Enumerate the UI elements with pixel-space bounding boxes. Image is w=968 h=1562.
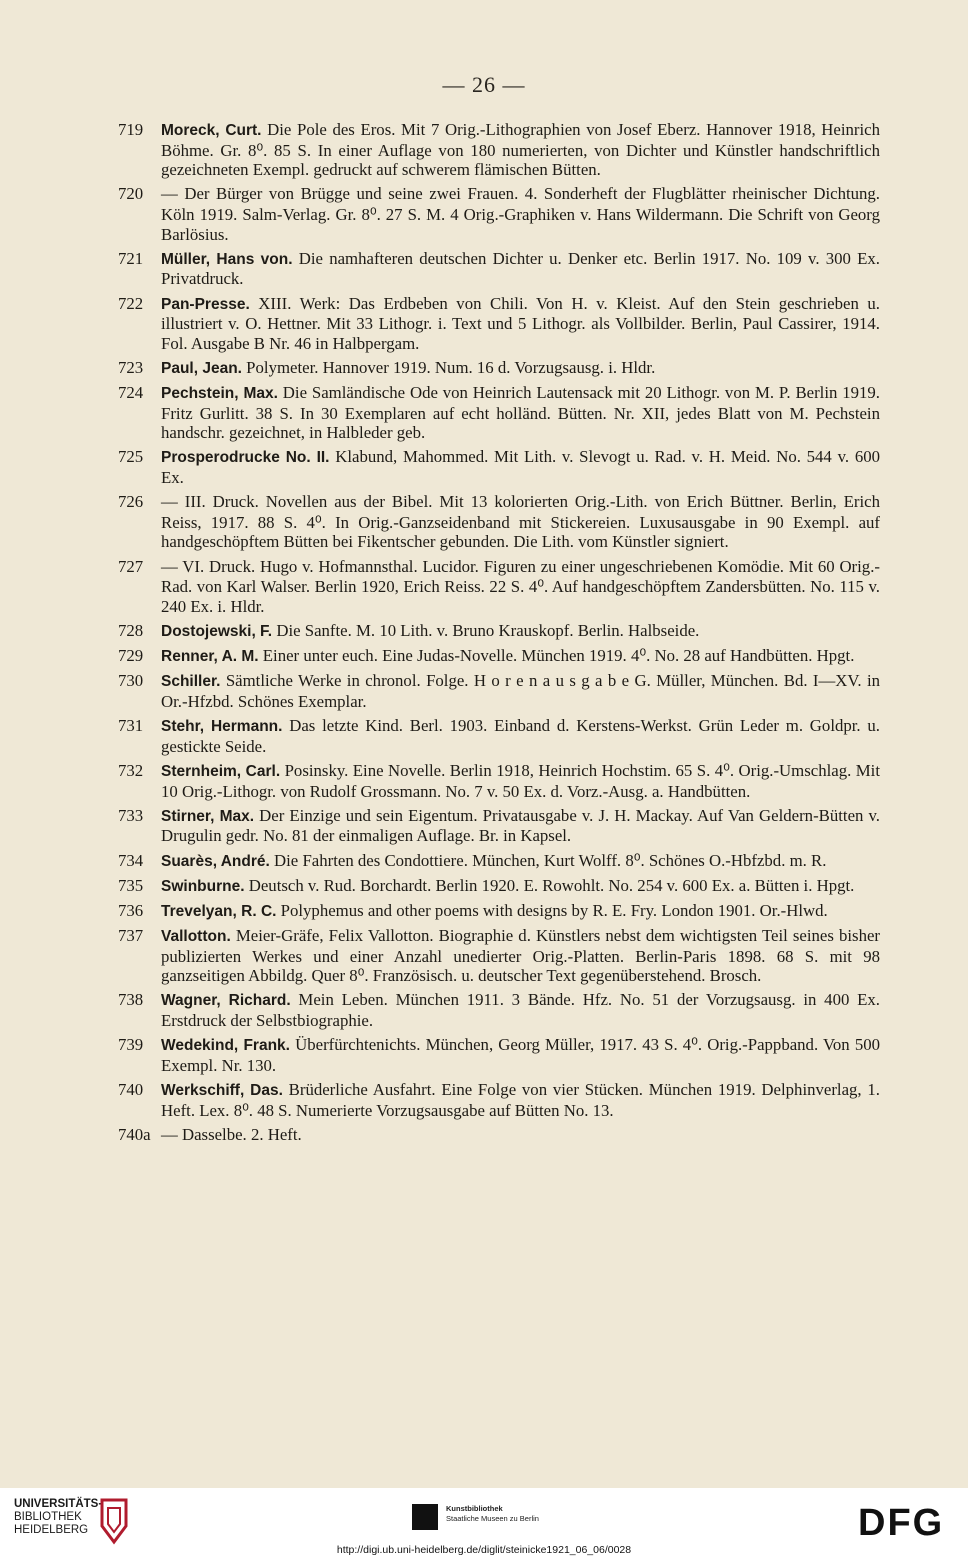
entry-number: 733 (118, 805, 144, 825)
catalog-entry (118, 646, 880, 667)
catalog-entry (118, 876, 880, 897)
entry-description: Deutsch v. Rud. Borchardt. Berlin 1920. E. Rowohlt. No. 254 v. 600 Ex. a. Bütten i. Hpgt. (244, 875, 855, 895)
entry-description: XIII. Werk: Das Erdbeben von Chili. Von H. v. Kleist. Auf den Stein geschrieben u. illustriert v. O. Hettner. Mit 33 Lithogr. i. Text und 5 Lithogr. als Vollbilder. Berlin, Paul Cassirer, 1914. Fol. Ausgabe B Nr. 46 in Halbpergam. (161, 293, 880, 353)
entry-description: Sämtliche Werke in chronol. Folge. H o r e n a u s g a b e G. Müller, München. Bd. I—XV. in Or.-Hfzbd. Schönes Exemplar. (161, 671, 880, 711)
catalog-entry (118, 806, 880, 846)
entry-body (161, 1080, 880, 1120)
catalog-entry (118, 851, 880, 872)
entry-body (161, 761, 880, 801)
permalink-url[interactable]: http://digi.ub.uni-heidelberg.de/diglit/steinicke1921_06_06/0028 (336, 1544, 632, 1556)
catalog-entry (118, 447, 880, 487)
entry-body (161, 901, 880, 922)
catalog-entry (118, 1125, 880, 1146)
entry-body (161, 716, 880, 756)
entry-description: Das letzte Kind. Berl. 1903. Einband d. Kerstens-Werkst. Grün Leder m. Goldpr. u. gestickte Seide. (161, 716, 880, 756)
entry-author: Dostojewski, F. (161, 623, 273, 640)
catalog-entry (118, 294, 880, 354)
entry-body (161, 294, 880, 354)
entry-number: 730 (118, 671, 144, 691)
catalog-entry (118, 249, 880, 289)
entry-author: Renner, A. M. (161, 648, 259, 666)
catalog-entry (118, 990, 880, 1030)
kunstbibliothek-icon (412, 1504, 438, 1530)
entry-body (161, 876, 880, 897)
entry-number: 727 (118, 556, 144, 576)
entry-description: — Dasselbe. 2. Heft. (161, 1124, 302, 1144)
entry-body (161, 621, 880, 642)
entry-description: Die namhafteren deutschen Dichter u. Denker etc. Berlin 1917. No. 109 v. 300 Ex. Privatdruck. (161, 248, 880, 289)
entry-number: 729 (118, 646, 144, 666)
university-seal-icon (96, 1496, 132, 1546)
kb-line-1: Kunstbibliothek (446, 1504, 503, 1513)
entry-body (161, 851, 880, 872)
entry-description: Die Samländische Ode von Heinrich Lautensack mit 20 Lithogr. von M. P. Berlin 1919. Fritz Gurlitt. 38 S. In 30 Exemplaren auf echt holländ. Bütten. Nr. XII, jedes Blatt von M. Pechstein handschr. gezeichnet, in Halbleder geb. (161, 383, 880, 443)
catalog-entry (118, 492, 880, 552)
entry-body (161, 990, 880, 1030)
entry-author: Stehr, Hermann. (161, 718, 283, 736)
kunstbibliothek-logo[interactable] (446, 1504, 539, 1524)
footer (0, 1488, 968, 1562)
entry-description: — III. Druck. Novellen aus der Bibel. Mit 13 kolorierten Orig.-Lith. von Erich Büttner. Berlin, Erich Reiss, 1917. 88 S. 4⁰. In Orig.-Ganzseidenband mit Stickereien. Luxusausgabe in 90 Exempl. auf handgeschöpftem Bütten bei Fikentscher gebunden. Die Lith. vom Künstler signiert. (161, 492, 880, 552)
entry-number: 735 (118, 875, 144, 895)
entry-body (161, 806, 880, 846)
entry-author: Wedekind, Frank. (161, 1037, 290, 1055)
entry-body (161, 492, 880, 552)
entry-body (161, 249, 880, 289)
catalog-entry (118, 621, 880, 642)
entry-author: Schiller. (161, 673, 221, 691)
entry-number: 734 (118, 850, 144, 870)
entry-description: Klabund, Mahommed. Mit Lith. v. Slevogt u. Rad. v. H. Meid. No. 544 v. 600 Ex. (161, 447, 880, 488)
catalog-entry (118, 671, 880, 711)
entry-author: Müller, Hans von. (161, 250, 293, 268)
catalog-entry (118, 1080, 880, 1120)
catalog-entry (118, 761, 880, 801)
entry-description: — VI. Druck. Hugo v. Hofmannsthal. Lucidor. Figuren zu einer ungeschriebenen Komödie. Mit 60 Orig.-Rad. von Karl Walser. Berlin 1920, Erich Reiss. 22 S. 4⁰. Auf handgeschöpftem Zandersbütten. No. 115 v. 240 Ex. i. Hldr. (161, 556, 880, 616)
entry-description: Die Fahrten des Condottiere. München, Kurt Wolff. 8⁰. Schönes O.-Hbfzbd. m. R. (269, 850, 827, 870)
entry-author: Pechstein, Max. (161, 385, 278, 403)
catalog-entry (118, 358, 880, 379)
dfg-logo[interactable]: DFG (858, 1502, 945, 1544)
entry-author: Stirner, Max. (161, 807, 255, 825)
entry-author: Suarès, André. (161, 852, 270, 870)
entry-body (161, 383, 880, 443)
entry-description: Die Sanfte. M. 10 Lith. v. Bruno Krauskopf. Berlin. Halbseide. (272, 621, 700, 640)
entry-number: 724 (118, 383, 144, 403)
entry-author: Trevelyan, R. C. (161, 902, 277, 920)
entry-body (161, 447, 880, 487)
entry-body (161, 646, 880, 667)
entry-body (161, 557, 880, 617)
entry-description: Überfürchtenichts. München, Georg Müller, 1917. 43 S. 4⁰. Orig.-Pappband. Von 500 Exempl. Nr. 130. (161, 1035, 880, 1075)
entry-body (161, 671, 880, 711)
entry-body (161, 358, 880, 379)
entry-body (161, 120, 880, 180)
entry-description: Posinsky. Eine Novelle. Berlin 1918, Heinrich Hochstim. 65 S. 4⁰. Orig.-Umschlag. Mit 10 Orig.-Lithogr. von Rudolf Grossmann. No. 7 v. 50 Ex. d. Vorz.-Ausg. a. Handbütten. (161, 760, 880, 801)
entry-number: 721 (118, 248, 144, 268)
entry-body (161, 1125, 880, 1146)
entry-author: Wagner, Richard. (161, 992, 291, 1010)
entry-number: 723 (118, 357, 144, 377)
entry-body (161, 926, 880, 986)
entry-number: 720 (118, 184, 144, 204)
entry-author: Vallotton. (161, 928, 231, 946)
entry-number: 739 (118, 1035, 144, 1055)
entry-number: 738 (118, 990, 144, 1010)
catalog-entry (118, 184, 880, 244)
entry-number: 731 (118, 716, 144, 736)
entry-description: Polymeter. Hannover 1919. Num. 16 d. Vorzugsausg. i. Hldr. (241, 357, 656, 377)
entry-body (161, 184, 880, 244)
catalog-entry (118, 716, 880, 756)
entry-number: 726 (118, 492, 144, 512)
catalog-entry (118, 926, 880, 986)
entry-author: Sternheim, Carl. (161, 762, 281, 780)
catalog-entry (118, 557, 880, 617)
catalog-entry (118, 383, 880, 443)
entry-author: Moreck, Curt. (161, 122, 262, 139)
entry-number: 728 (118, 621, 144, 640)
entry-description: Mein Leben. München 1911. 3 Bände. Hfz. No. 51 der Vorzugsausg. in 400 Ex. Erstdruck der Selbstbiographie. (161, 990, 880, 1031)
catalog-entries (118, 120, 880, 1150)
page-number: — 26 — (442, 72, 526, 97)
entry-number: 737 (118, 926, 144, 946)
entry-author: Swinburne. (161, 877, 245, 895)
entry-author: Pan-Presse. (161, 295, 250, 313)
entry-author: Paul, Jean. (161, 359, 242, 377)
entry-number: 719 (118, 120, 144, 139)
entry-description: Die Pole des Eros. Mit 7 Orig.-Lithographien von Josef Eberz. Hannover 1918, Heinrich Böhme. Gr. 8⁰. 85 S. In einer Auflage von 180 numerierten, von Dichter und Künstler handschriftlich gezeichneten Exempl. gedruckt auf schwerem flämischen Bütten. (161, 120, 880, 180)
entry-number: 740 (118, 1080, 144, 1099)
entry-number: 722 (118, 293, 144, 313)
entry-body (161, 1035, 880, 1075)
catalog-entry (118, 1035, 880, 1075)
entry-number: 725 (118, 447, 144, 467)
entry-author: Prosperodrucke No. II. (161, 449, 330, 467)
logo-line-3: HEIDELBERG (14, 1524, 89, 1536)
entry-description: Polyphemus and other poems with designs by R. E. Fry. London 1901. Or.-Hlwd. (276, 900, 828, 920)
entry-author: Werkschiff, Das. (161, 1082, 283, 1099)
catalog-entry (118, 901, 880, 922)
entry-number: 732 (118, 760, 144, 780)
logo-line-1: UNIVERSITÄTS- (14, 1498, 103, 1510)
entry-number: 736 (118, 900, 144, 920)
catalog-entry (118, 120, 880, 180)
entry-description: Der Einzige und sein Eigentum. Privatausgabe v. J. H. Mackay. Auf Van Geldern-Bütten v. Drugulin gedr. No. 81 der einmaligen Auflage. Br. in Kapsel. (161, 805, 880, 846)
entry-description: Brüderliche Ausfahrt. Eine Folge von vier Stücken. München 1919. Delphinverlag, 1. Heft. Lex. 8⁰. 48 S. Numerierte Vorzugsausgabe auf Bütten No. 13. (161, 1080, 880, 1120)
kb-line-2: Staatliche Museen zu Berlin (446, 1514, 539, 1523)
logo-line-2: BIBLIOTHEK (14, 1511, 82, 1523)
entry-number: 740a (118, 1124, 151, 1144)
entry-description: — Der Bürger von Brügge und seine zwei Frauen. 4. Sonderheft der Flugblätter rheinischer Dichtung. Köln 1919. Salm-Verlag. Gr. 8⁰. 27 S. M. 4 Orig.-Graphiken v. Hans Wildermann. Die Schrift von Georg Barlösius. (161, 184, 880, 244)
entry-description: Meier-Gräfe, Felix Vallotton. Biographie d. Künstlers nebst dem wichtigsten Teil seines bisher publizierten Werkes und einer Anzahl unedierter Orig.-Platten. Berlin-Paris 1898. 68 S. mit 98 ganzseitigen Abbildg. Quer 8⁰. Französisch. u. deutscher Text gegenüberstehend. Brosch. (161, 926, 880, 986)
university-library-logo[interactable] (14, 1498, 102, 1537)
entry-description: Einer unter euch. Eine Judas-Novelle. München 1919. 4⁰. No. 28 auf Handbütten. Hpgt. (258, 646, 855, 666)
